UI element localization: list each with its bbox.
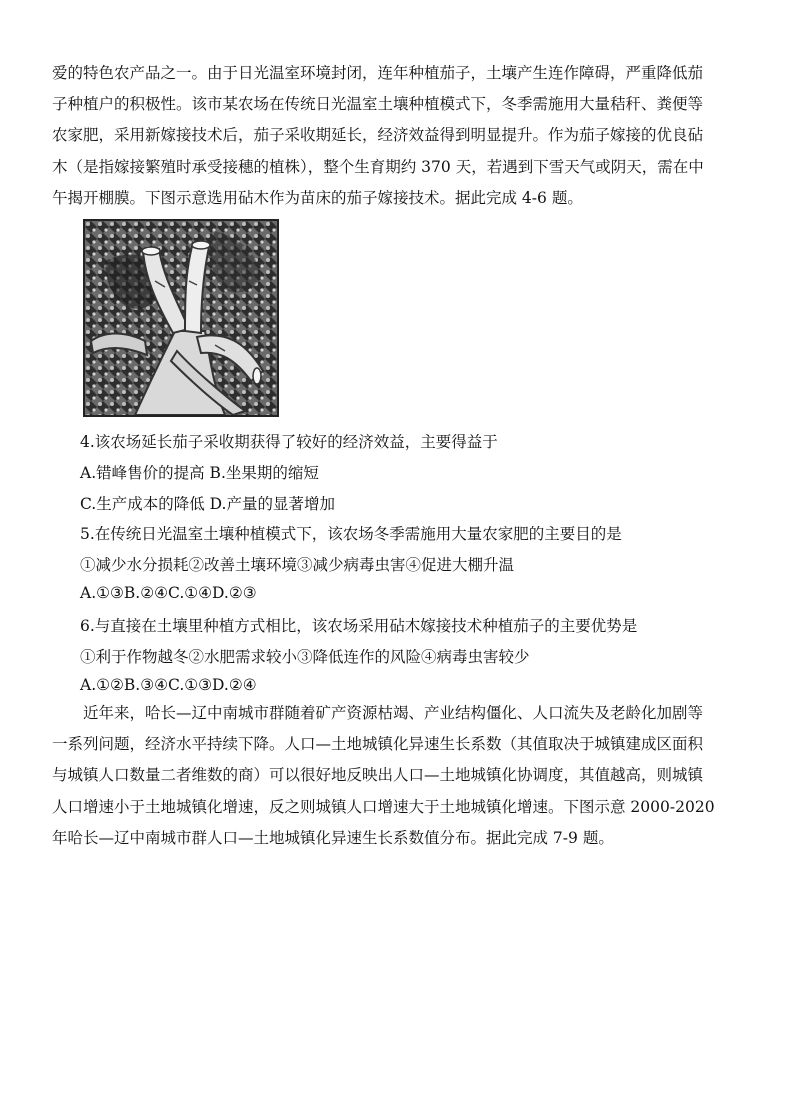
grafting-photo (83, 219, 279, 417)
eggplant-graft-image (85, 221, 277, 415)
passage-line: 近年来，哈长—辽中南城市群随着矿产资源枯竭、产业结构僵化、人口流失及老龄化加剧等 (52, 704, 704, 722)
passage-line: 年哈长—辽中南城市群人口—土地城镇化异速生长系数值分布。据此完成 7-9 题。 (52, 828, 614, 847)
passage-line: 木（是指嫁接繁殖时承受接穗的植株），整个生育期约 370 天，若遇到下雪天气或阴天，需在中 (52, 157, 704, 176)
question-5-statements: ①减少水分损耗②改善土壤环境③减少病毒虫害④促进大棚升温 (80, 556, 515, 574)
passage-intro (52, 58, 744, 214)
question-4-stem: 4.该农场延长茄子采收期获得了较好的经济效益，主要得益于 (80, 433, 498, 451)
question-6-statements: ①利于作物越冬②水肥需求较小③降低连作的风险④病毒虫害较少 (80, 648, 530, 666)
passage-urbanization (52, 698, 744, 854)
question-5-stem: 5.在传统日光温室土壤种植模式下，该农场冬季需施用大量农家肥的主要目的是 (80, 525, 622, 543)
passage-line: 子种植户的积极性。该市某农场在传统日光温室土壤种植模式下，冬季需施用大量秸秆、粪便等 (52, 95, 704, 114)
passage-line: 与城镇人口数量二者维数的商）可以很好地反映出人口—土地城镇化协调度，其值越高，则城镇 (52, 766, 704, 785)
passage-line: 午揭开棚膜。下图示意选用砧木作为苗床的茄子嫁接技术。据此完成 4-6 题。 (52, 188, 583, 207)
passage-line: 爱的特色农产品之一。由于日光温室环境封闭，连年种植茄子，土壤产生连作障碍，严重降低茄 (52, 64, 704, 82)
question-4-options-ab: A.错峰售价的提高 B.坐果期的缩短 (80, 464, 319, 482)
question-5-choices: A.①③B.②④C.①④D.②③ (80, 584, 257, 602)
passage-line: 农家肥，采用新嫁接技术后，茄子采收期延长，经济效益得到明显提升。作为茄子嫁接的优良砧 (52, 126, 704, 145)
question-6-stem: 6.与直接在土壤里种植方式相比，该农场采用砧木嫁接技术种植茄子的主要优势是 (80, 617, 638, 635)
question-6-choices: A.①②B.③④C.①③D.②④ (80, 676, 257, 694)
question-4-options-cd: C.生产成本的降低 D.产量的显著增加 (80, 495, 335, 513)
passage-line: 人口增速小于土地城镇化增速，反之则城镇人口增速大于土地城镇化增速。下图示意 2000-2020 (52, 797, 715, 816)
passage-line: 一系列问题，经济水平持续下降。人口—土地城镇化异速生长系数（其值取决于城镇建成区面积 (52, 735, 704, 754)
